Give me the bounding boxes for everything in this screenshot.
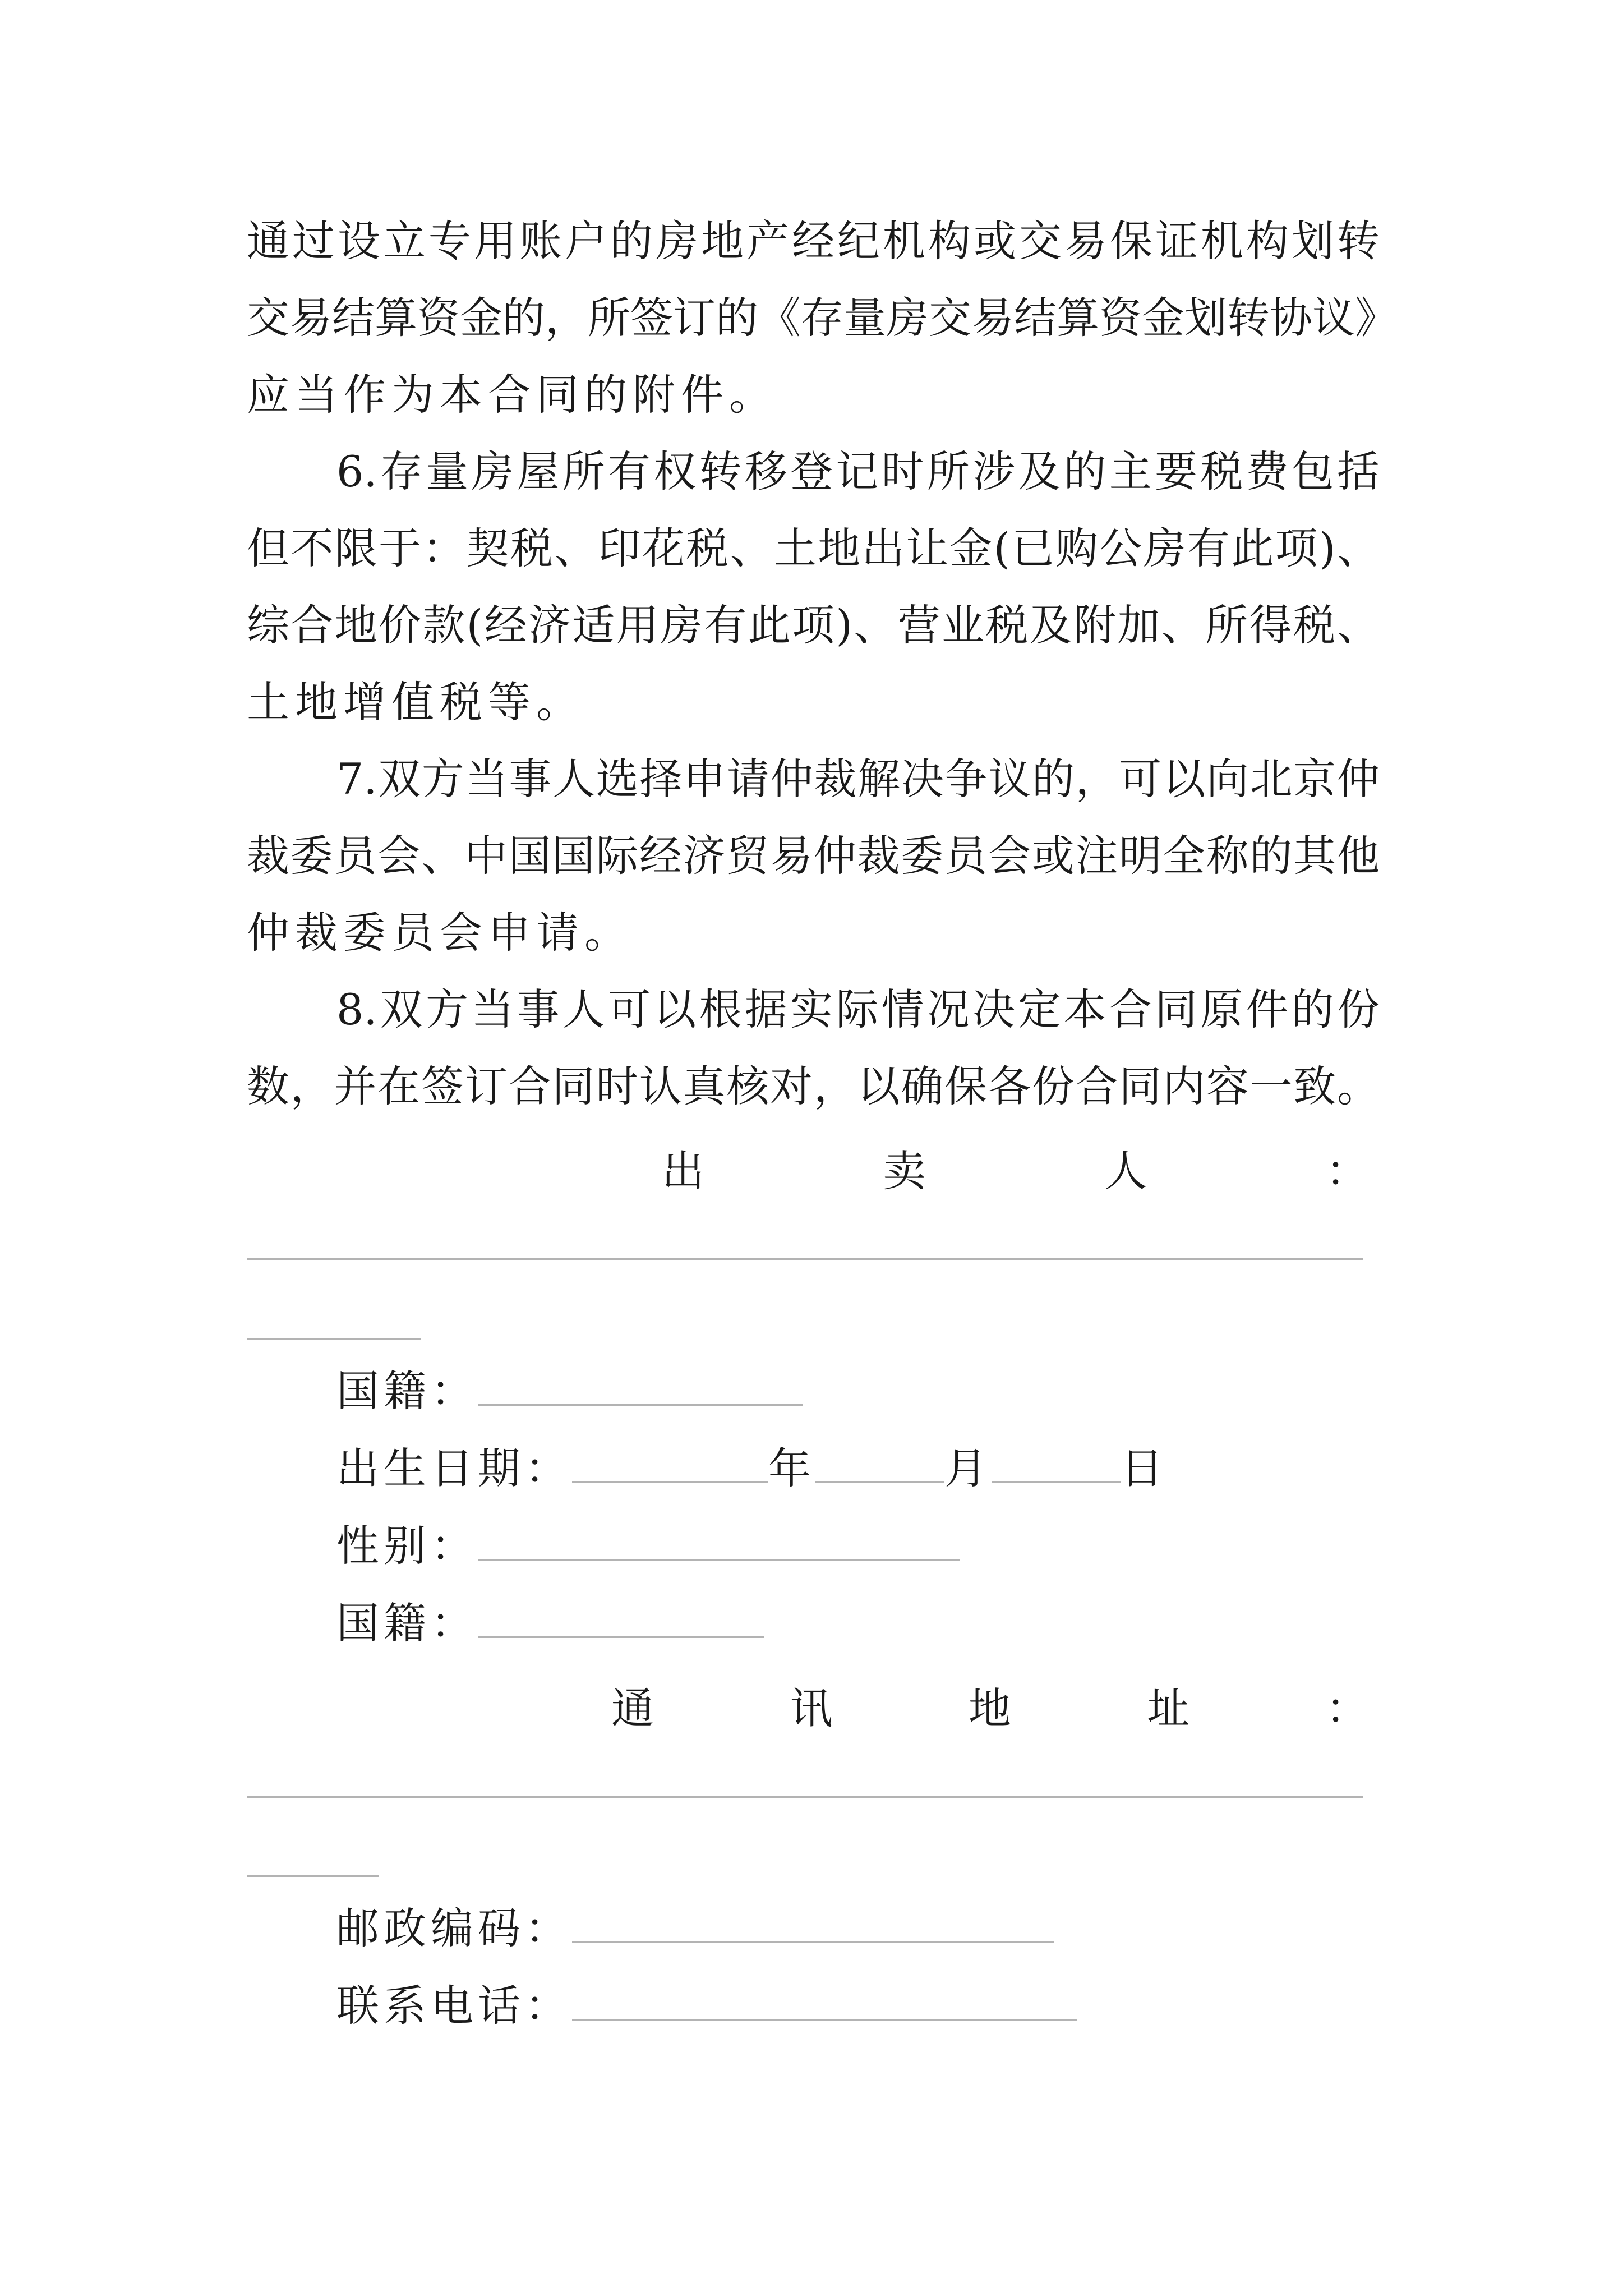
seller-label-char: 出: [662, 1146, 787, 1196]
paragraph-line: 交易结算资金的，所签订的《存量房交易结算资金划转协议》: [247, 293, 1398, 343]
paragraph-line: 应当作为本合同的附件。: [247, 370, 777, 420]
address-label-char: 通: [611, 1683, 716, 1733]
paragraph-line: 6.存量房屋所有权转移登记时所涉及的主要税费包括: [336, 447, 1380, 496]
postcode-field: [336, 1901, 1054, 1957]
paragraph-line: 7.双方当事人选择申请仲裁解决争议的，可以向北京仲: [336, 754, 1380, 804]
nationality-field: [336, 1363, 803, 1419]
paragraph-line: 通过设立专用账户的房地产经纪机构或交易保证机构划转: [247, 216, 1380, 266]
birth-year-blank[interactable]: [572, 1448, 768, 1483]
nationality-label-2: 国籍：: [336, 1598, 478, 1648]
nationality-blank[interactable]: [478, 1370, 803, 1406]
paragraph-line: 但不限于：契税、印花税、土地出让金(已购公房有此项)、: [247, 523, 1380, 573]
paragraph-line: 裁委员会、中国国际经济贸易仲裁委员会或注明全称的其他: [247, 831, 1380, 881]
year-label: 年: [768, 1443, 815, 1493]
gender-blank[interactable]: [478, 1525, 960, 1561]
gender-field: [336, 1518, 960, 1574]
birth-month-blank[interactable]: [815, 1448, 944, 1483]
paragraph-line: 综合地价款(经济适用房有此项)、营业税及附加、所得税、: [247, 600, 1380, 650]
address-label: [611, 1681, 1368, 1737]
paragraph-line: 8.双方当事人可以根据实际情况决定本合同原件的份: [336, 984, 1380, 1034]
month-label: 月: [944, 1443, 992, 1493]
paragraph-line: 数，并在签订合同时认真核对，以确保各份合同内容一致。: [247, 1061, 1380, 1111]
seller-name-line: [247, 1258, 1363, 1260]
nationality-field-2: [336, 1595, 764, 1651]
seller-label: [662, 1143, 1368, 1199]
address-line-cont: [247, 1875, 379, 1877]
gender-label: 性别：: [336, 1521, 478, 1571]
seller-label-char: 卖: [883, 1146, 1008, 1196]
birth-day-blank[interactable]: [992, 1448, 1121, 1483]
paragraph-line: 土地增值税等。: [247, 677, 584, 727]
address-label-char: 地: [969, 1683, 1073, 1733]
day-label: 日: [1121, 1443, 1168, 1493]
address-line: [247, 1796, 1363, 1798]
address-label-char: ：: [1326, 1683, 1368, 1733]
seller-name-line-cont: [247, 1338, 421, 1340]
postcode-blank[interactable]: [572, 1908, 1054, 1943]
postcode-label: 邮政编码：: [336, 1903, 572, 1953]
nationality-blank-2[interactable]: [478, 1603, 764, 1638]
birth-date-label: 出生日期：: [336, 1443, 572, 1493]
address-label-char: 讯: [790, 1683, 894, 1733]
paragraph-line: 仲裁委员会申请。: [247, 908, 633, 958]
phone-field: [336, 1978, 1077, 2034]
phone-label: 联系电话：: [336, 1981, 572, 2031]
seller-label-char: 人: [1104, 1146, 1230, 1196]
phone-blank[interactable]: [572, 1985, 1077, 2021]
nationality-label: 国籍：: [336, 1366, 478, 1416]
address-label-char: 址: [1147, 1683, 1251, 1733]
birth-date-field: [336, 1441, 1168, 1497]
seller-label-char: ：: [1325, 1146, 1368, 1196]
